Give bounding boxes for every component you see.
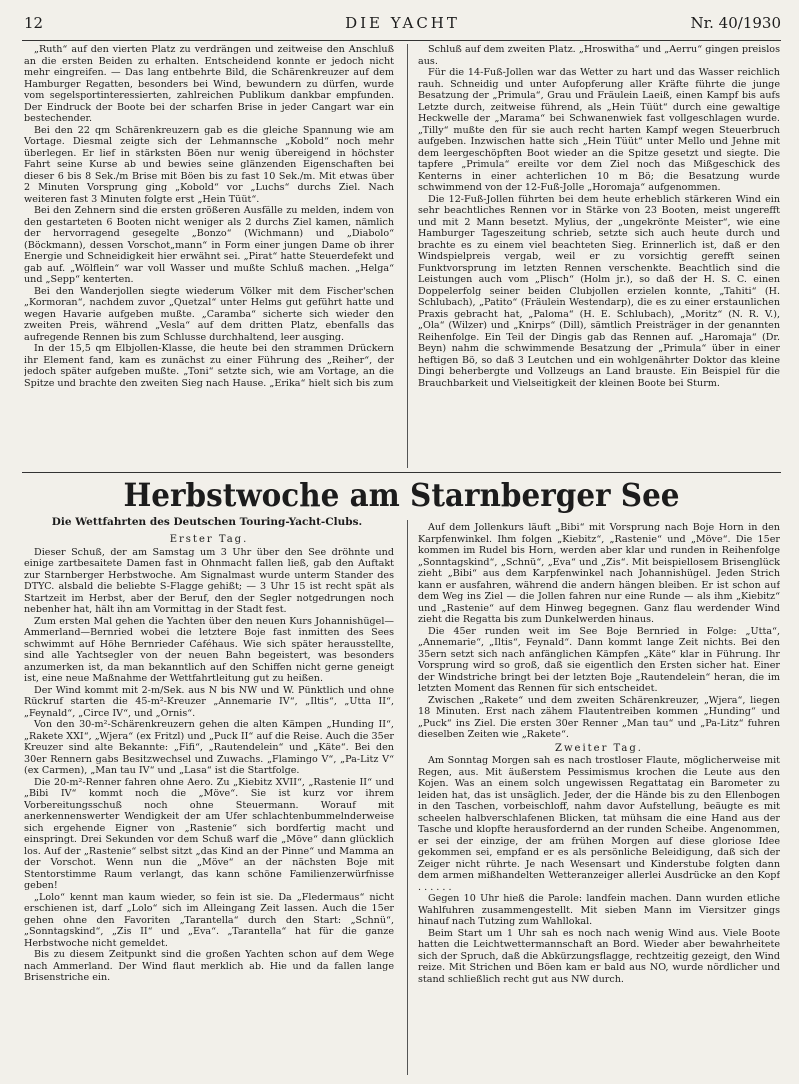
paragraph: „Lolo“ kennt man kaum wieder, so fein ist sie. Da „Fledermaus“ nicht erschienen ist, darf „Lolo“ sich im Alleingang Zeit lassen. Auch die 15er gehen ohne den Favoriten „Tarantella“ durch den Start: „Schnü“, „Sonntagskind“, „Zis II“ und „Eva“. „Tarantella“ hat für die ganze Herbstwoche nicht gemeldet. (24, 891, 394, 949)
paragraph: Die 45er runden weit im See Boje Bernried in Folge: „Utta“, „Annemarie“, „Iltis“, Feynald“. Dann kommt lange Zeit nichts. Bei den 35ern setzt sich nach anfänglichen Kämpfen „Käte“ klar in Führung. Ihr Vorsprung wird so groß, daß sie eigentlich den Ersten sicher hat. Einer der Windstriche bringt bei der letzten Boje „Rautendelein“ heran, die im letzten Moment das Rennen für sich entscheidet. (418, 625, 780, 694)
paragraph: Die 20-m²-Renner fahren ohne Aero. Zu „Kiebitz XVII“, „Rastenie II“ und „Bibi IV“ kommt noch die „Möve“. Sie ist kurz vor ihrem Vorbereitungsschuß noch ohne Steuermann. Worauf mit anerkennenswerter Wendigkeit der am Ufer schlachtenbummelnderweise sich ergehende Eigner von „Rastenie“ sich bordfertig macht und einspringt. Drei Sekunden vor dem Schuß warf die „Möve“ dann glücklich los. Auf der „Rastenie“ selbst sitzt „das Kind an der Pinne“ und Mamma an der Vorschot. Wenn nun die „Möve“ an der nächsten Boje mit Stentorstimme Raum verlangt, das kann schöne Familienzerwürfnisse geben! (24, 776, 394, 891)
header-rule (22, 40, 781, 41)
page-number: 12 (24, 14, 44, 32)
paragraph: Der Wind kommt mit 2-m/Sek. aus N bis NW und W. Pünktlich und ohne Rückruf starten die 45-m²-Kreuzer „Annemarie IV“, „Iltis“, „Utta II“, „Feynald“, „Circe IV“, und „Ornis“. (24, 684, 394, 719)
page-header (24, 10, 781, 38)
paragraph: Am Sonntag Morgen sah es nach trostloser Flaute, möglicherweise mit Regen, aus. Mit äußerstem Pessimismus krochen die Leute aus den Kojen. Was an einem solch ungewissen Regattatag ein Barometer zu leiden hat, das ist unsäglich. Jeder, der die Hände bis zu den Ellenbogen in den Taschen, vorbeischloff, nahm davor Aufstellung, beäugte es mit scheelen halbverschlafenen Blicken, tat mühsam die eine Hand aus der Tasche und klopfte herausfordernd an der runden Scheibe. Angenommen, er sei der einzige, der am frühen Morgen auf diese gloriose Idee gekommen sei, empfand er es als persönliche Beleidigung, daß sich der Zeiger nicht rührte. Je nach Wesensart und Kinderstube folgten dann dem armen mißhandelten Wetteranzeiger allerlei Ausdrücke an den Kopf . . . . . . (418, 755, 780, 893)
paragraph: „Ruth“ auf den vierten Platz zu verdrängen und zeitweise den Anschluß an die ersten Beiden zu erhalten. Entscheidend konnte er jedoch nicht mehr eingreifen. — Das lang entbehrte Bild, die Schärenkreuzer auf dem Hamburger Regatten, besonders bei Wind, bewundern zu dürfen, wurde vom segelsportinteressierten, zahlreichen Publikum dankbar empfunden. Der Eindruck der Boote bei der scharfen Brise in jeder Cangart war ein bestechender. (24, 44, 394, 124)
paragraph: In der 15,5 qm Elbjollen-Klasse, die heute bei den strammen Drückern ihr Element fand, kam es zunächst zu einer Führung des „Reiher“, der jedoch später aufgeben mußte. „Toni“ setzte sich, wie am Vortage, an die Spitze und brachte den zweiten Sieg nach Hause. „Erika“ hielt sich bis zum (24, 343, 394, 389)
paragraph: Zum ersten Mal gehen die Yachten über den neuen Kurs Johannishügel—Ammerland—Bernried wobei die letztere Boje fast inmitten des Sees schwimmt auf Höhe Bernrieder Caféhaus. Wie sich später herausstellte, sind alle Yachtsegler von der neuen Bahn begeistert, was besonders anzumerken ist, da man bekanntlich auf den Schiffen nicht gerne geneigt ist, eine neue Maßnahme der Wettfahrtleitung gut zu heißen. (24, 615, 394, 684)
paragraph: Von den 30-m²-Schärenkreuzern gehen die alten Kämpen „Hunding II“, „Rakete XXI“, „Wjera“ (ex Fritzl) und „Puck II“ auf die Reise. Auch die 35er Kreuzer sind alte Bekannte: „Fifi“, „Rautendelein“ und „Käte“. Bei den 30er Rennern gabs Besitzwechsel und Zuwachs. „Flamingo V“, „Pa-Litz V“ (ex Carmen), „Man tau IV“ und „Lasa“ ist die Startfolge. (24, 719, 394, 776)
paragraph: Für die 14-Fuß-Jollen war das Wetter zu hart und das Wasser reichlich rauh. Schneidig und unter Aufopferung aller Kräfte führte die junge Besatzung der „Primula“, Grau und Fräulein Laeiß, einen Kampf bis aufs Letzte durch, zeitweise führend, als „Hein Tüüt“ durch eine gewaltige Heckwelle der „Marama“ bei Schwanenwiek fast vollgeschlagen wurde. „Tilly“ mußte den für sie auch recht harten Kampf wegen Steuerbruch aufgeben. Inzwischen hatte sich „Hein Tüüt“ unter Mello und Jehne mit dem leergeschöpften Boot wieder an die Spitze gesetzt und siegte. Die tapfere „Primula“ ereilte vor dem Ziel noch das Mißgeschick des Kenterns in einer achterlichen 10 m Bö; die Besatzung wurde schwimmend von der 12-Fuß-Jolle „Horomaja“ aufgenommen. (418, 67, 780, 193)
column-divider (407, 44, 408, 468)
paragraph: Die 12-Fuß-Jollen führten bei dem heute erheblich stärkeren Wind ein sehr beachtliches Rennen vor in Stärke von 23 Booten, meist ungerefft und mit 2 Mann besetzt. Mylius, der „ungekrönte Meister“, wie eine Hamburger Tageszeitung schrieb, setzte sich auch heute durch und brachte es zu einem viel beachteten Sieg. Erinnerlich ist, daß er den Windspielpreis vergab, weil er zu vorsichtig gerefft seinen Funktvorsprung im letzten Rennen verschenkte. Beachtlich sind die Leistungen auch vom „Plisch“ (Holm jr.), so daß der H. S. C. einen Doppelerfolg seiner beiden Clubjollen erzielen konnte, „Tahiti“ (H. Schlubach), „Patito“ (Fräulein Westendarp), die es zu einer erstaunlichen Praxis gebracht hat, „Paloma“ (H. E. Schlubach), „Moritz“ (N. R. V.), „Ola“ (Wilzer) und „Knirps“ (Dill), sämtlich Preisträger in der genannten Reihenfolge. Ein Teil der Dingis gab das Rennen auf. „Haromaja“ (Dr. Beyn) nahm die schwimmende Besatzung der „Primula“ über in einer heftigen Bö, so daß 3 Leutchen und ein wohlgenährter Doktor das kleine Dingi beherbergte und Vollzeugs an Land brauste. Ein Beispiel für die Brauchbarkeit und Vielseitigkeit der kleinen Boote bei Sturm. (418, 193, 780, 389)
paragraph: Zwischen „Rakete“ und dem zweiten Schärenkreuzer, „Wjera“, liegen 18 Minuten. Erst nach zähem Flautentreiben kommen „Hunding“ und „Puck“ ins Ziel. Die ersten 30er Renner „Man tau“ und „Pa-Litz“ fuhren dieselben Zeiten wie „Rakete“. (418, 694, 780, 740)
bottom-right-column (418, 522, 780, 1077)
paragraph: Bei den Zehnern sind die ersten größeren Ausfälle zu melden, indem von den gestarteten 6 Booten nicht weniger als 2 durchs Ziel kamen, nämlich der hervorragend gesegelte „Bonzo“ (Wichmann) und „Diabolo“ (Böckmann), dessen Vorschot„mann“ in Form einer jungen Dame ob ihrer Energie und Schneidigkeit hier erwähnt sei. „Pirat“ hatte Steuerdefekt und gab auf. „Wölflein“ war voll Wasser und mußte Schluß machen. „Helga“ und „Sepp“ kenterten. (24, 205, 394, 285)
magazine-title: DIE YACHT (345, 14, 460, 32)
paragraph: Beim Start um 1 Uhr sah es noch nach wenig Wind aus. Viele Boote hatten die Leichtwettermannschaft an Bord. Wieder aber bewahrheitete sich der Spruch, daß die Abkürzungsflagge, rechtzeitig gezeigt, den Wind reize. Mit Strichen und Böen kam er bald aus NO, wurde nördlicher und stand schließlich recht gut aus NW durch. (418, 927, 780, 985)
section-heading: Zweiter Tag. (555, 742, 643, 754)
paragraph: Schluß auf dem zweiten Platz. „Hroswitha“ und „Aerru“ gingen preislos aus. (418, 44, 780, 67)
paragraph: Bis zu diesem Zeitpunkt sind die großen Yachten schon auf dem Wege nach Ammerland. Der Wind flaut merklich ab. Hie und da fallen lange Brisenstriche ein. (24, 949, 394, 983)
section-heading: Erster Tag. (169, 534, 249, 545)
paragraph: Bei den Wanderjollen siegte wiederum Völker mit dem Fischer'schen „Kormoran“, nachdem zuvor „Quetzal“ unter Helms gut geführt hatte und wegen Havarie aufgeben mußte. „Caramba“ sicherte sich wieder den zweiten Preis, während „Vesla“ auf dem dritten Platz, ebenfalls das aufregende Rennen bis zum Schlusse durchhaltend, leer ausging. (24, 285, 394, 343)
top-left-column (24, 44, 394, 468)
paragraph: Auf dem Jollenkurs läuft „Bibi“ mit Vorsprung nach Boje Horn in den Karpfenwinkel. Ihm folgen „Kiebitz“, „Rastenie“ und „Möve“. Die 15er kommen im Rudel bis Horn, werden aber klar und runden in Reihenfolge „Sonntagskind“, „Schnü“, „Eva“ und „Zis“. Mit beispiellosem Brisenglück zieht „Bibi“ aus dem Karpfenwinkel nach Johannishügel. Jeden Strich kann er ausfahren, während die andern hängen bleiben. Er ist schon auf dem Weg ins Ziel — die Jollen fahren nur eine Runde — als ihm „Kiebitz“ und „Rastenie“ auf dem Hinweg begegnen. Ganz flau werdender Wind zieht die Regatta bis zum Dunkelwerden hinaus. (418, 522, 780, 625)
article-headline: Herbstwoche am Starnberger See (123, 476, 680, 514)
paragraph: Dieser Schuß, der am Samstag um 3 Uhr über den See dröhnte und einige zartbesaitete Damen fast in Ohnmacht fallen ließ, gab den Auftakt zur Starnberger Herbstwoche. Am Signalmast wurde unterm Stander des DTYC. alsbald die beliebte S-Flagge gehißt; — 3 Uhr 15 ist recht spät als Startzeit im Herbst, aber der Beruf, den der Segler notgedrungen noch nebenher hat, hält ihn am Vormittag in der Stadt fest. (24, 546, 394, 615)
column-divider (407, 520, 408, 1075)
paragraph: Bei den 22 qm Schärenkreuzern gab es die gleiche Spannung wie am Vortage. Diesmal zeigte sich der Lehmannsche „Kobold“ noch mehr überlegen. Er lief in stärksten Böen nur wenig übereigend in höchster Fahrt seine Kurse ab und bewies seine glänzenden Eigenschaften bei dieser 6 bis 8 Sek./m Brise mit Böen bis zu fast 10 Sek./m. Mit etwas über 2 Minuten Vorsprung ging „Kobold“ vor „Luchs“ durchs Ziel. Nach weiteren fast 3 Minuten folgte erst „Hein Tüüt“. (24, 124, 394, 205)
section-rule (22, 472, 781, 473)
bottom-left-column (24, 532, 394, 1077)
issue-number: Nr. 40/1930 (690, 14, 781, 32)
top-right-column (418, 44, 780, 468)
article-subheadline: Die Wettfahrten des Deutschen Touring-Yacht-Clubs. (51, 516, 363, 528)
paragraph: Gegen 10 Uhr hieß die Parole: landfein machen. Dann wurden etliche Wahlfuhren zusammengestellt. Mit sieben Mann im Viersitzer gings hinauf nach Tutzing zum Wahllokal. (418, 893, 780, 927)
